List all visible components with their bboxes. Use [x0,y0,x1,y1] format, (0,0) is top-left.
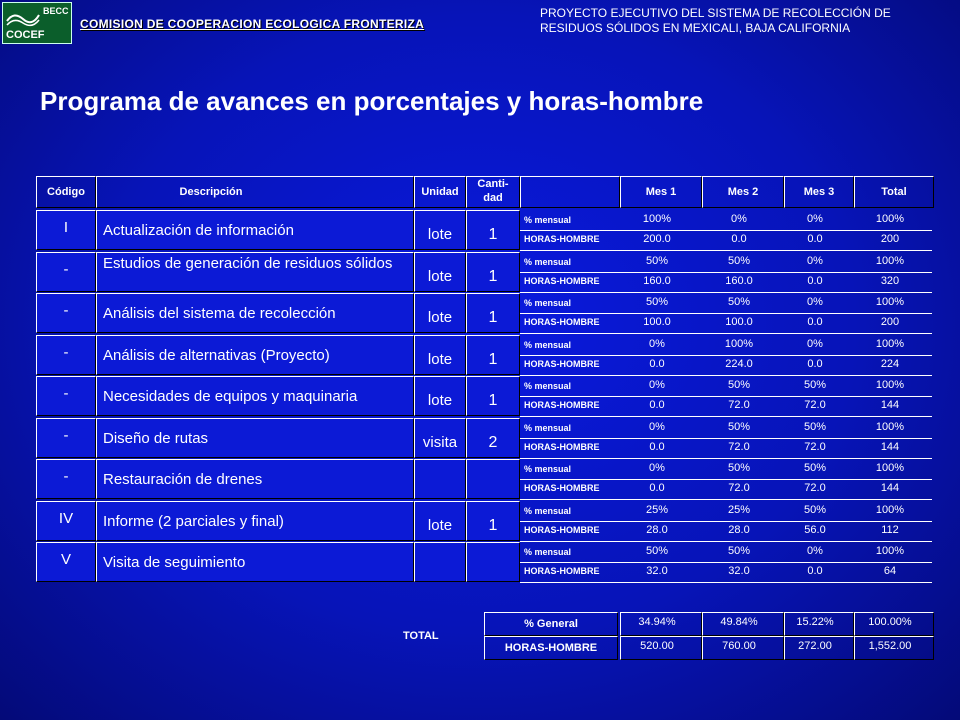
hh-value: 144 [880,482,900,494]
row-divider [520,313,932,314]
hh-value: 0.0 [807,316,823,328]
row-description: Diseño de rutas [103,430,209,447]
row-quantity: 1 [488,351,498,368]
row-quantity: 1 [488,517,498,534]
hh-value: 200 [880,316,900,328]
row-pct-label: % mensual [524,257,572,267]
row-pct-label: % mensual [524,340,572,350]
hh-value: 100.0 [643,316,671,328]
row-quantity: 1 [488,226,498,243]
row-description: Visita de seguimiento [103,554,246,571]
row-quantity: 1 [488,309,498,326]
row-pct-label: % mensual [524,423,572,433]
unit-cell [414,459,466,499]
pct-value: 100% [724,338,754,350]
hh-value: 64 [883,565,897,577]
row-hh-label: HORAS-HOMBRE [524,234,600,244]
pct-value: 50% [803,504,827,516]
pct-value: 50% [645,296,669,308]
row-divider [520,396,932,397]
row-bottom-line [520,499,932,500]
hh-value: 0.0 [649,358,665,370]
totals-pct-label: % General [524,618,578,630]
pct-value: 50% [803,379,827,391]
pct-value: 0% [807,255,823,267]
pct-value: 100% [875,213,905,225]
pct-value: 25% [727,504,751,516]
header-cell-empty [520,176,620,208]
row-bottom-line [520,416,932,417]
logo-wave-icon [5,9,41,27]
row-description: Restauración de drenes [103,471,263,488]
row-bottom-line [520,375,932,376]
row-code: - [63,427,69,444]
pct-value: 0% [649,338,665,350]
hh-value: 72.0 [804,399,826,411]
row-divider [520,230,932,231]
header-mes3: Mes 3 [803,186,835,198]
row-code: V [60,551,71,568]
hh-value: 224.0 [725,358,753,370]
totals-hh-value: 272.00 [798,640,832,652]
pct-value: 100% [875,379,905,391]
pct-value: 25% [645,504,669,516]
totals-hh-value: 1,552.00 [868,640,912,652]
row-hh-label: HORAS-HOMBRE [524,483,600,493]
row-pct-label: % mensual [524,298,572,308]
row-unit: lote [427,226,453,243]
row-unit: lote [427,309,453,326]
hh-value: 0.0 [807,275,823,287]
pct-value: 50% [727,462,751,474]
row-bottom-line [520,582,932,583]
row-pct-label: % mensual [524,464,572,474]
row-description: Actualización de información [103,222,294,239]
project-title [540,6,950,36]
totals-pct-value: 100.00% [868,616,912,628]
pct-value: 0% [731,213,747,225]
logo-text-bottom: COCEF [6,29,45,41]
pct-value: 100% [875,338,905,350]
header-cantidad-line1: Canti- [477,178,509,190]
pct-value: 50% [803,462,827,474]
pct-value: 100% [875,296,905,308]
hh-value: 32.0 [646,565,668,577]
hh-value: 100.0 [725,316,753,328]
row-code: - [63,261,69,278]
hh-value: 72.0 [804,482,826,494]
project-title-line1: PROYECTO EJECUTIVO DEL SISTEMA DE RECOLECCIÓN DE [540,6,891,20]
row-bottom-line [520,458,932,459]
hh-value: 112 [881,524,899,536]
hh-value: 72.0 [728,482,750,494]
row-hh-label: HORAS-HOMBRE [524,317,600,327]
row-unit: lote [427,351,453,368]
row-divider [520,562,932,563]
row-description: Necesidades de equipos y maquinaria [103,388,358,405]
row-code: - [63,302,69,319]
hh-value: 0.0 [807,565,823,577]
pct-value: 50% [645,255,669,267]
pct-value: 0% [807,338,823,350]
pct-value: 50% [727,545,751,557]
row-unit: lote [427,268,453,285]
hh-value: 72.0 [728,399,750,411]
header-descripcion: Descripción [179,186,243,198]
row-hh-label: HORAS-HOMBRE [524,525,600,535]
quantity-cell [466,542,520,582]
hh-value: 28.0 [728,524,750,536]
row-bottom-line [520,292,932,293]
row-divider [520,479,932,480]
totals-pct-value: 15.22% [796,616,834,628]
row-code: IV [58,510,74,527]
row-pct-label: % mensual [524,506,572,516]
totals-hh-value: 520.00 [640,640,674,652]
row-pct-label: % mensual [524,547,572,557]
row-description: Análisis del sistema de recolección [103,305,336,322]
hh-value: 144 [880,399,900,411]
row-bottom-line [520,541,932,542]
pct-value: 0% [807,296,823,308]
pct-value: 0% [649,421,665,433]
hh-value: 0.0 [649,399,665,411]
hh-value: 224 [880,358,900,370]
row-code: I [63,219,69,236]
total-label: TOTAL [403,630,439,642]
pct-value: 50% [727,379,751,391]
hh-value: 56.0 [804,524,826,536]
hh-value: 28.0 [646,524,668,536]
row-quantity: 1 [488,268,498,285]
totals-pct-value: 34.94% [638,616,676,628]
row-description: Análisis de alternativas (Proyecto) [103,347,330,364]
hh-value: 320 [880,275,900,287]
pct-value: 50% [645,545,669,557]
pct-value: 100% [875,545,905,557]
row-hh-label: HORAS-HOMBRE [524,276,600,286]
pct-value: 100% [875,462,905,474]
row-hh-label: HORAS-HOMBRE [524,400,600,410]
becc-cocef-logo [2,2,72,44]
row-description: Informe (2 parciales y final) [103,513,284,530]
row-description: Estudios de generación de residuos sólidos [103,255,393,272]
header-total: Total [881,186,907,198]
logo-text-top: BECC [43,6,69,16]
project-title-line2: RESIDUOS SÓLIDOS EN MEXICALI, BAJA CALIFORNIA [540,21,851,35]
header-cantidad-line2: dad [483,192,503,204]
pct-value: 100% [875,421,905,433]
row-unit: lote [427,392,453,409]
page-title: Programa de avances en porcentajes y horas-hombre [40,86,704,116]
unit-cell [414,542,466,582]
hh-value: 72.0 [804,441,826,453]
row-hh-label: HORAS-HOMBRE [524,442,600,452]
row-code: - [63,385,69,402]
row-pct-label: % mensual [524,381,572,391]
row-quantity: 1 [488,392,498,409]
row-divider [520,272,932,273]
hh-value: 0.0 [649,441,665,453]
pct-value: 0% [807,213,823,225]
row-quantity: 2 [488,434,498,451]
hh-value: 0.0 [649,482,665,494]
row-code: - [63,344,69,361]
row-unit: visita [422,434,458,451]
pct-value: 100% [875,255,905,267]
pct-value: 100% [875,504,905,516]
row-divider [520,355,932,356]
header-codigo: Código [47,186,85,198]
header-mes2: Mes 2 [727,186,759,198]
pct-value: 0% [649,462,665,474]
quantity-cell [466,459,520,499]
pct-value: 50% [727,255,751,267]
row-bottom-line [520,250,932,251]
pct-value: 0% [807,545,823,557]
row-hh-label: HORAS-HOMBRE [524,359,600,369]
hh-value: 72.0 [728,441,750,453]
pct-value: 50% [727,421,751,433]
row-hh-label: HORAS-HOMBRE [524,566,600,576]
row-bottom-line [520,333,932,334]
row-pct-label: % mensual [524,215,572,225]
hh-value: 144 [880,441,900,453]
pct-value: 0% [649,379,665,391]
organization-name: COMISION DE COOPERACION ECOLOGICA FRONTERIZA [80,17,425,31]
row-divider [520,521,932,522]
pct-value: 100% [642,213,672,225]
row-divider [520,438,932,439]
hh-value: 0.0 [807,358,823,370]
hh-value: 32.0 [728,565,750,577]
row-code: - [63,468,69,485]
totals-pct-value: 49.84% [720,616,758,628]
hh-value: 160.0 [643,275,671,287]
totals-hh-value: 760.00 [722,640,756,652]
pct-value: 50% [727,296,751,308]
row-unit: lote [427,517,453,534]
pct-value: 50% [803,421,827,433]
hh-value: 0.0 [731,233,747,245]
header-mes1: Mes 1 [645,186,677,198]
hh-value: 200.0 [643,233,671,245]
header-unidad: Unidad [421,186,459,198]
hh-value: 200 [880,233,900,245]
hh-value: 0.0 [807,233,823,245]
totals-hh-label: HORAS-HOMBRE [504,642,598,654]
hh-value: 160.0 [725,275,753,287]
